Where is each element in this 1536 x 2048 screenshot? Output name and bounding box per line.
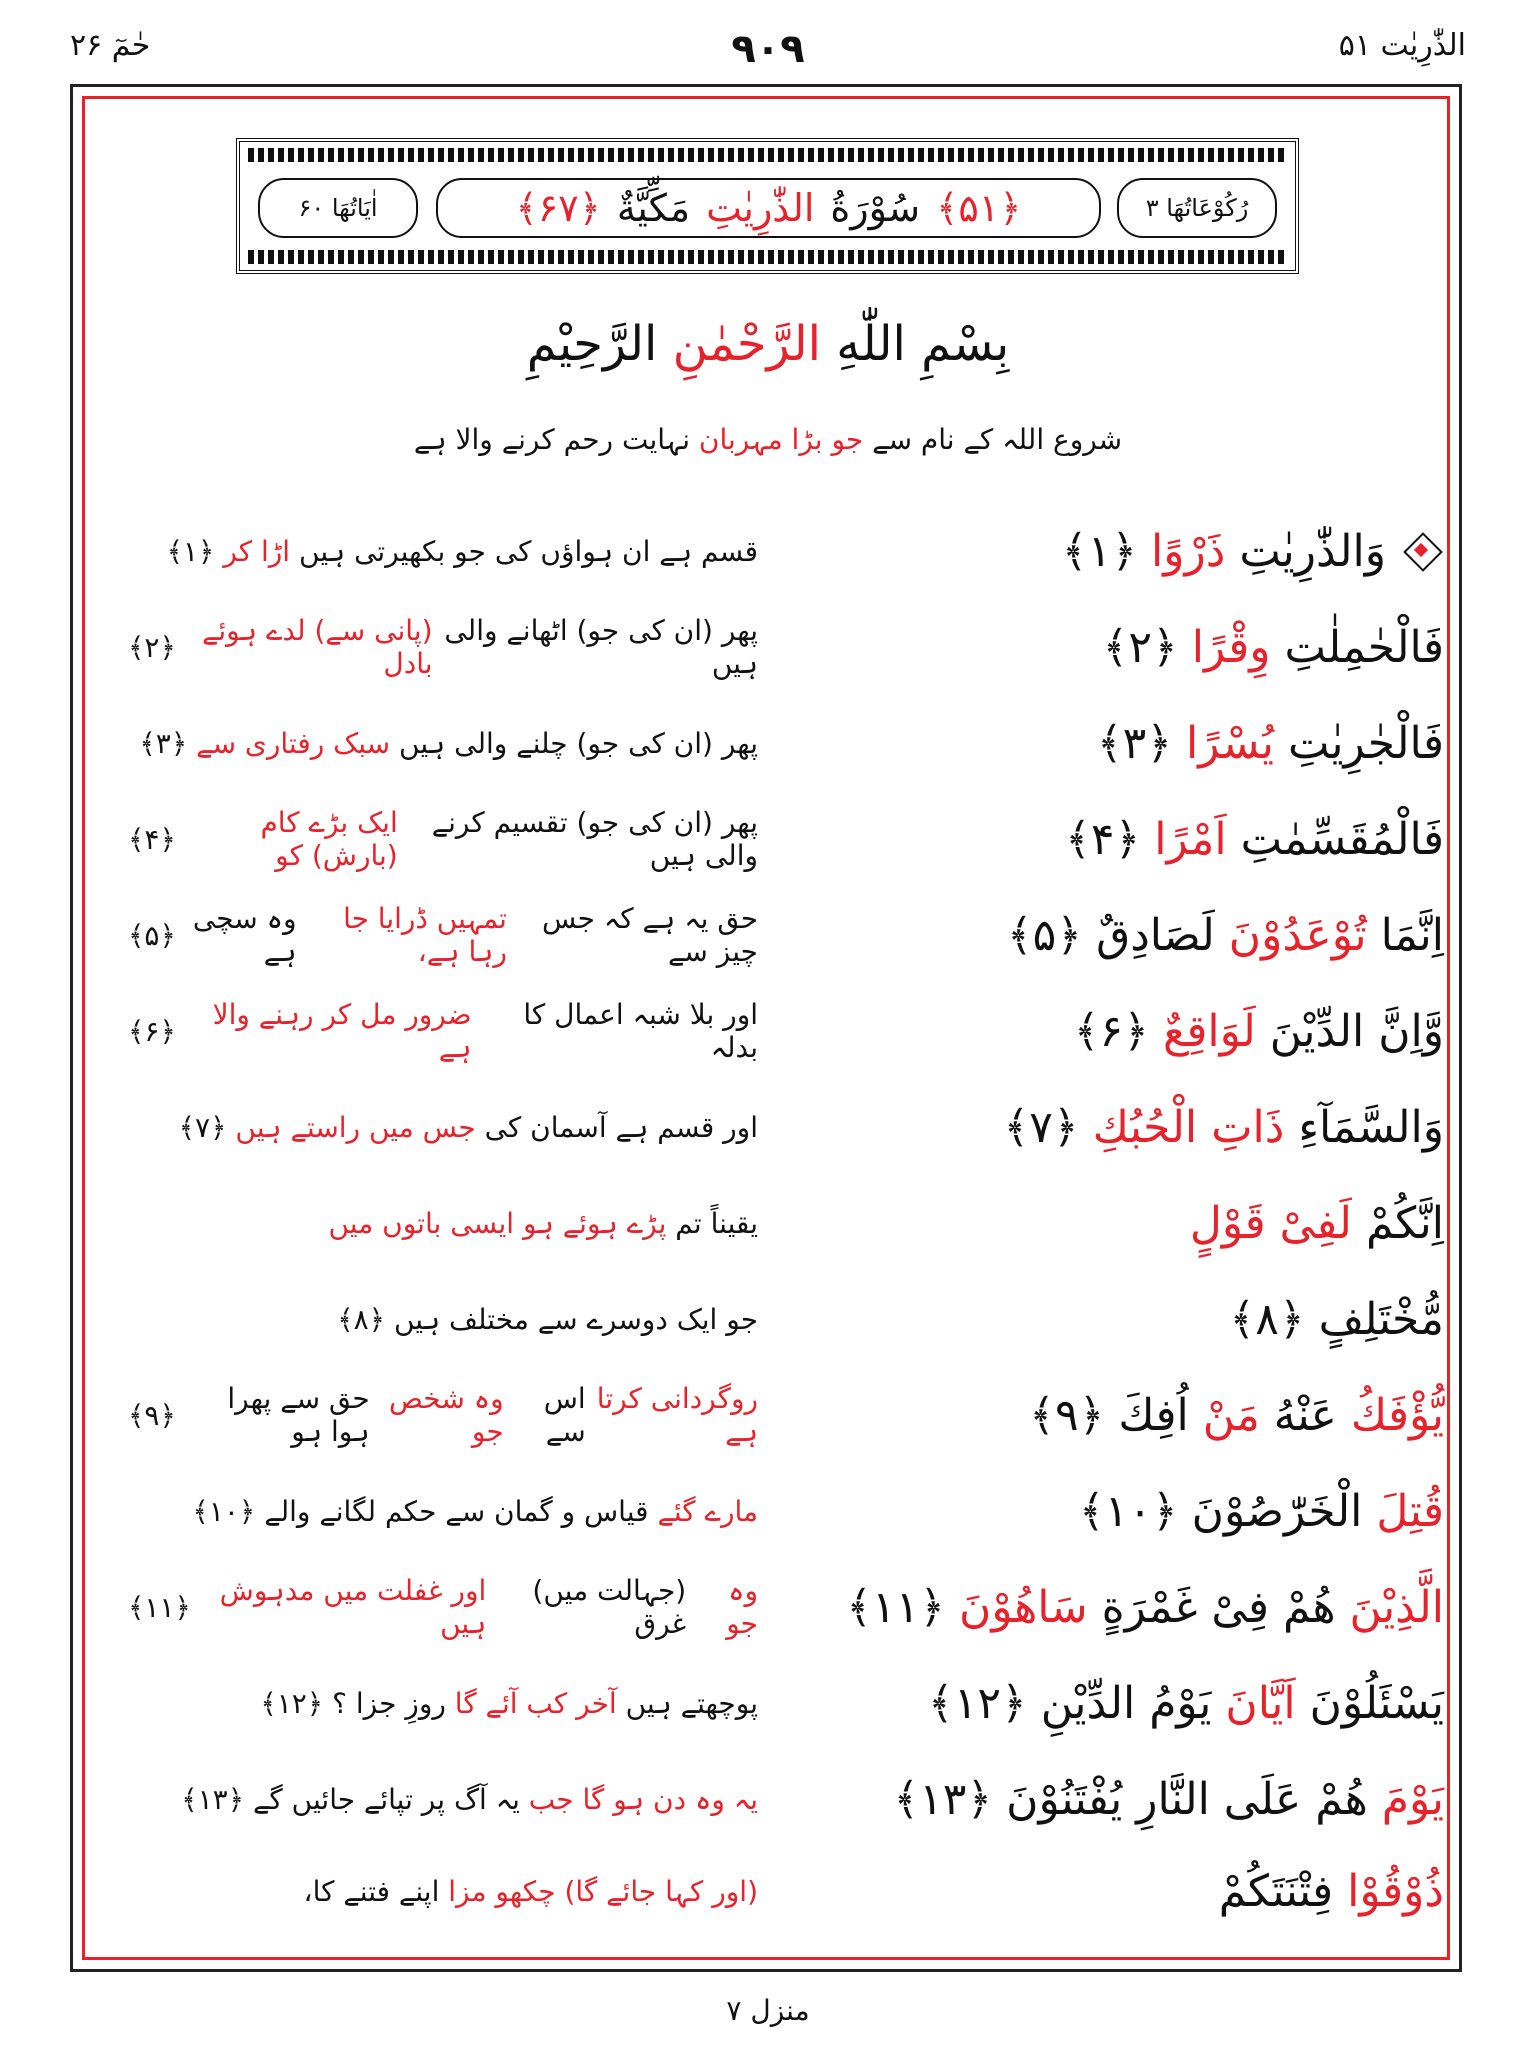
- verse-translation: پھر (ان کی جو) چلنے والی ہیں سبک رفتاری سے ﴿ ۳ ﴾: [139, 726, 758, 760]
- verse-arabic: اِنَّكُمْ لَفِیْ قَوْلٍ: [1189, 1197, 1444, 1249]
- verse-arabic: وَالسَّمَآءِ ذَاتِ الْحُبُكِ ﴿ ۷ ﴾: [1003, 1101, 1444, 1153]
- surah-revelation: مَکِّیَّةٌ: [616, 186, 691, 230]
- verse-arabic: وَالذّٰرِیٰتِ ذَرْوًا ﴿ ۱ ﴾: [824, 520, 1444, 582]
- verse-arabic: فَالْمُقَسِّمٰتِ اَمْرًا ﴿ ۴ ﴾: [1065, 813, 1444, 865]
- manzil-label: منزل ۷: [726, 1994, 810, 2027]
- verse-translation: پھر (ان کی جو) تقسیم کرنے والی ہیں ایک بڑے کام (بارش) کو ﴿ ۴ ﴾: [128, 806, 758, 872]
- verse-translation: روگردانی کرتا ہے اس سے وہ شخص جو حق سے پھرا ہوا ہو ﴿ ۹ ﴾: [128, 1382, 758, 1448]
- verse-arabic: یَوْمَ هُمْ عَلَى النَّارِ یُفْتَنُوْنَ ﴿ ۱۳ ﴾: [893, 1773, 1444, 1825]
- ruku-count: رُکُوْعَاتُهَا ۳: [1117, 178, 1277, 238]
- surah-word: سُوْرَةُ: [830, 186, 921, 230]
- verse-arabic: یَسْئَلُوْنَ اَیَّانَ یَوْمُ الدِّیْنِ ﴿ ۱۲ ﴾: [927, 1677, 1444, 1729]
- verse-translation: پوچھتے ہیں آخر کب آئے گا روزِ جزا ؟ ﴿ ۱۲ ﴾: [260, 1686, 758, 1720]
- verse-arabic: ذُوْقُوْا فِتْنَتَكُمْ: [1218, 1865, 1444, 1917]
- verse-translation: پھر (ان کی جو) اٹھانے والی ہیں (پانی سے) لدے ہوئے بادل ﴿ ۲ ﴾: [128, 614, 758, 680]
- page-number: ۹۰۹: [731, 26, 805, 72]
- verse-translation: اور قسم ہے آسمان کی جس میں راستے ہیں ﴿ ۷ ﴾: [178, 1110, 758, 1144]
- verse-translation: یہ وہ دن ہو گا جب یہ آگ پر تپائے جائیں گے ﴿ ۱۳ ﴾: [181, 1782, 758, 1816]
- verse-translation: قسم ہے ان ہواؤں کی جو بکھیرتی ہیں اڑا کر ﴿ ۱ ﴾: [166, 534, 758, 568]
- bismillah: بِسْمِ اللّٰهِ الرَّحْمٰنِ الرَّحِیْمِ: [526, 316, 1010, 372]
- verse-arabic: وَّاِنَّ الدِّیْنَ لَوَاقِعٌ ﴿ ۶ ﴾: [1073, 1005, 1444, 1057]
- banner-border-ornament: [248, 148, 1287, 162]
- verse-translation: جو ایک دوسرے سے مختلف ہیں ﴿ ۸ ﴾: [337, 1302, 758, 1336]
- surah-number: ﴿۵۱﴾: [936, 186, 1022, 230]
- verse-arabic: اِنَّمَا تُوْعَدُوْنَ لَصَادِقٌ ﴿ ۵ ﴾: [1006, 909, 1444, 961]
- verse-arabic: فَالْحٰمِلٰتِ وِقْرًا ﴿ ۲ ﴾: [1102, 621, 1444, 673]
- verse-translation: یقیناً تم پڑے ہوئے ہو ایسی باتوں میں: [328, 1206, 758, 1240]
- verse-arabic: قُتِلَ الْخَرّٰصُوْنَ ﴿ ۱۰ ﴾: [1078, 1485, 1444, 1537]
- surah-name: الذّٰرِیٰتِ: [706, 186, 815, 230]
- verse-arabic: یُّؤْفَكُ عَنْهُ مَنْ اُفِكَ ﴿ ۹ ﴾: [1029, 1389, 1444, 1441]
- verse-translation: (اور کہا جائے گا) چکھو مزا اپنے فتنے کا،: [303, 1874, 758, 1908]
- verse-arabic: فَالْجٰرِیٰتِ یُسْرًا ﴿ ۳ ﴾: [1096, 717, 1444, 769]
- flower-ornament-icon: [1400, 529, 1444, 573]
- bismillah-translation: شروع اللہ کے نام سے جو بڑا مہربان نہایت رحم کرنے والا ہے: [413, 423, 1123, 456]
- verse-arabic: مُّخْتَلِفٍ ﴿ ۸ ﴾: [1229, 1293, 1444, 1345]
- verse-translation: مارے گئے قیاس و گمان سے حکم لگانے والے ﴿ ۱۰ ﴾: [192, 1494, 758, 1528]
- header-juz-label: حٰمٓ ۲۶: [70, 28, 151, 63]
- surah-title: [436, 178, 1101, 238]
- ayat-count: اٰیَاتُهَا ۶۰: [258, 178, 418, 238]
- header-surah-label: الذّٰرِیٰت ۵۱: [1338, 28, 1466, 63]
- verse-arabic: الَّذِیْنَ هُمْ فِیْ غَمْرَةٍ سَاهُوْنَ ﴿ ۱۱ ﴾: [846, 1581, 1444, 1633]
- verse-translation: حق یہ ہے کہ جس چیز سے تمہیں ڈرایا جا رہا ہے، وہ سچی ہے ﴿ ۵ ﴾: [127, 902, 758, 968]
- surah-banner: [236, 138, 1299, 274]
- banner-border-ornament: [248, 250, 1287, 264]
- verse-translation: وہ جو (جہالت میں) غرق اور غفلت میں مدہوش ہیں ﴿ ۱۱ ﴾: [128, 1574, 758, 1640]
- surah-order: ﴿۶۷﴾: [515, 186, 601, 230]
- verse-translation: اور بلا شبہ اعمال کا بدلہ ضرور مل کر رہنے والا ہے ﴿ ۶ ﴾: [128, 998, 758, 1064]
